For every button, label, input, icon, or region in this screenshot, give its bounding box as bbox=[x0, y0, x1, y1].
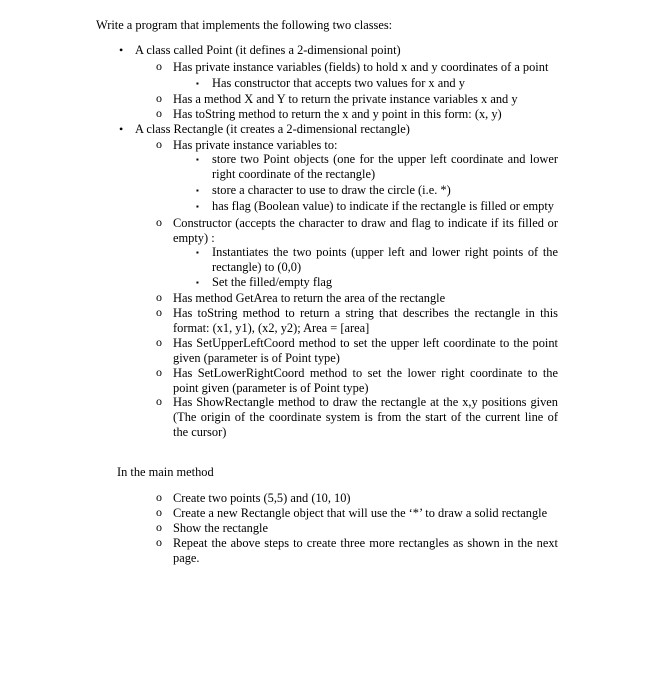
circle-marker: o bbox=[156, 305, 162, 319]
rect-setupper-text: Has SetUpperLeftCoord method to set the upper left coordinate to the point given (parameter is of Point type) bbox=[173, 336, 558, 365]
point-class-title: A class called Point (it defines a 2-dimensional point) bbox=[135, 43, 401, 57]
rect-field-points-text: store two Point objects (one for the upper left coordinate and lower right coordinate of the rectangle) bbox=[212, 152, 558, 181]
page-heading: Write a program that implements the following two classes: bbox=[96, 18, 393, 32]
rect-constructor-text: Constructor (accepts the character to draw and flag to indicate if its filled or empty) : bbox=[173, 216, 558, 245]
rect-fields-text: Has private instance variables to: bbox=[173, 138, 338, 152]
rect-getarea-text: Has method GetArea to return the area of the rectangle bbox=[173, 291, 446, 305]
circle-marker: o bbox=[156, 106, 162, 120]
square-marker: ▪ bbox=[196, 79, 199, 88]
circle-marker: o bbox=[156, 290, 162, 304]
circle-marker: o bbox=[156, 394, 162, 408]
circle-marker: o bbox=[156, 505, 162, 519]
main-step-text: Create two points (5,5) and (10, 10) bbox=[173, 491, 351, 505]
rect-setlower-text: Has SetLowerRightCoord method to set the lower right coordinate to the point given (parameter is of Point type) bbox=[173, 366, 558, 395]
square-marker: ▪ bbox=[196, 248, 199, 257]
bullet-marker: • bbox=[119, 43, 124, 57]
point-constructor-text: Has constructor that accepts two values for x and y bbox=[212, 76, 465, 90]
circle-marker: o bbox=[156, 335, 162, 349]
square-marker: ▪ bbox=[196, 155, 199, 164]
circle-marker: o bbox=[156, 490, 162, 504]
rect-ctor-points-text: Instantiates the two points (upper left and lower right points of the rectangle) to (0,0) bbox=[212, 245, 558, 274]
rect-show-text: Has ShowRectangle method to draw the rectangle at the x,y positions given (The origin of the coordinate system is from the start of the current line of the cursor) bbox=[173, 395, 558, 439]
circle-marker: o bbox=[156, 535, 162, 549]
point-fields-text: Has private instance variables (fields) to hold x and y coordinates of a point bbox=[173, 60, 549, 74]
bullet-marker: • bbox=[119, 122, 124, 136]
rect-field-char-text: store a character to use to draw the circle (i.e. *) bbox=[212, 183, 451, 197]
circle-marker: o bbox=[156, 59, 162, 73]
circle-marker: o bbox=[156, 215, 162, 229]
square-marker: ▪ bbox=[196, 202, 199, 211]
rect-field-flag-text: has flag (Boolean value) to indicate if the rectangle is filled or empty bbox=[212, 199, 554, 213]
circle-marker: o bbox=[156, 137, 162, 151]
circle-marker: o bbox=[156, 91, 162, 105]
rectangle-class-title: A class Rectangle (it creates a 2-dimensional rectangle) bbox=[135, 122, 410, 136]
square-marker: ▪ bbox=[196, 278, 199, 287]
point-methods-text: Has a method X and Y to return the private instance variables x and y bbox=[173, 92, 518, 106]
main-method-heading: In the main method bbox=[117, 465, 214, 479]
rect-tostring-text: Has toString method to return a string that describes the rectangle in this format: (x1, y1), (x2, y2); Area = [area] bbox=[173, 306, 558, 335]
point-tostring-text: Has toString method to return the x and y point in this form: (x, y) bbox=[173, 107, 502, 121]
square-marker: ▪ bbox=[196, 186, 199, 195]
main-step-text: Repeat the above steps to create three more rectangles as shown in the next page. bbox=[173, 536, 558, 565]
rect-ctor-flag-text: Set the filled/empty flag bbox=[212, 275, 333, 289]
main-step-text: Show the rectangle bbox=[173, 521, 268, 535]
main-step-text: Create a new Rectangle object that will use the ‘*’ to draw a solid rectangle bbox=[173, 506, 548, 520]
circle-marker: o bbox=[156, 365, 162, 379]
circle-marker: o bbox=[156, 520, 162, 534]
